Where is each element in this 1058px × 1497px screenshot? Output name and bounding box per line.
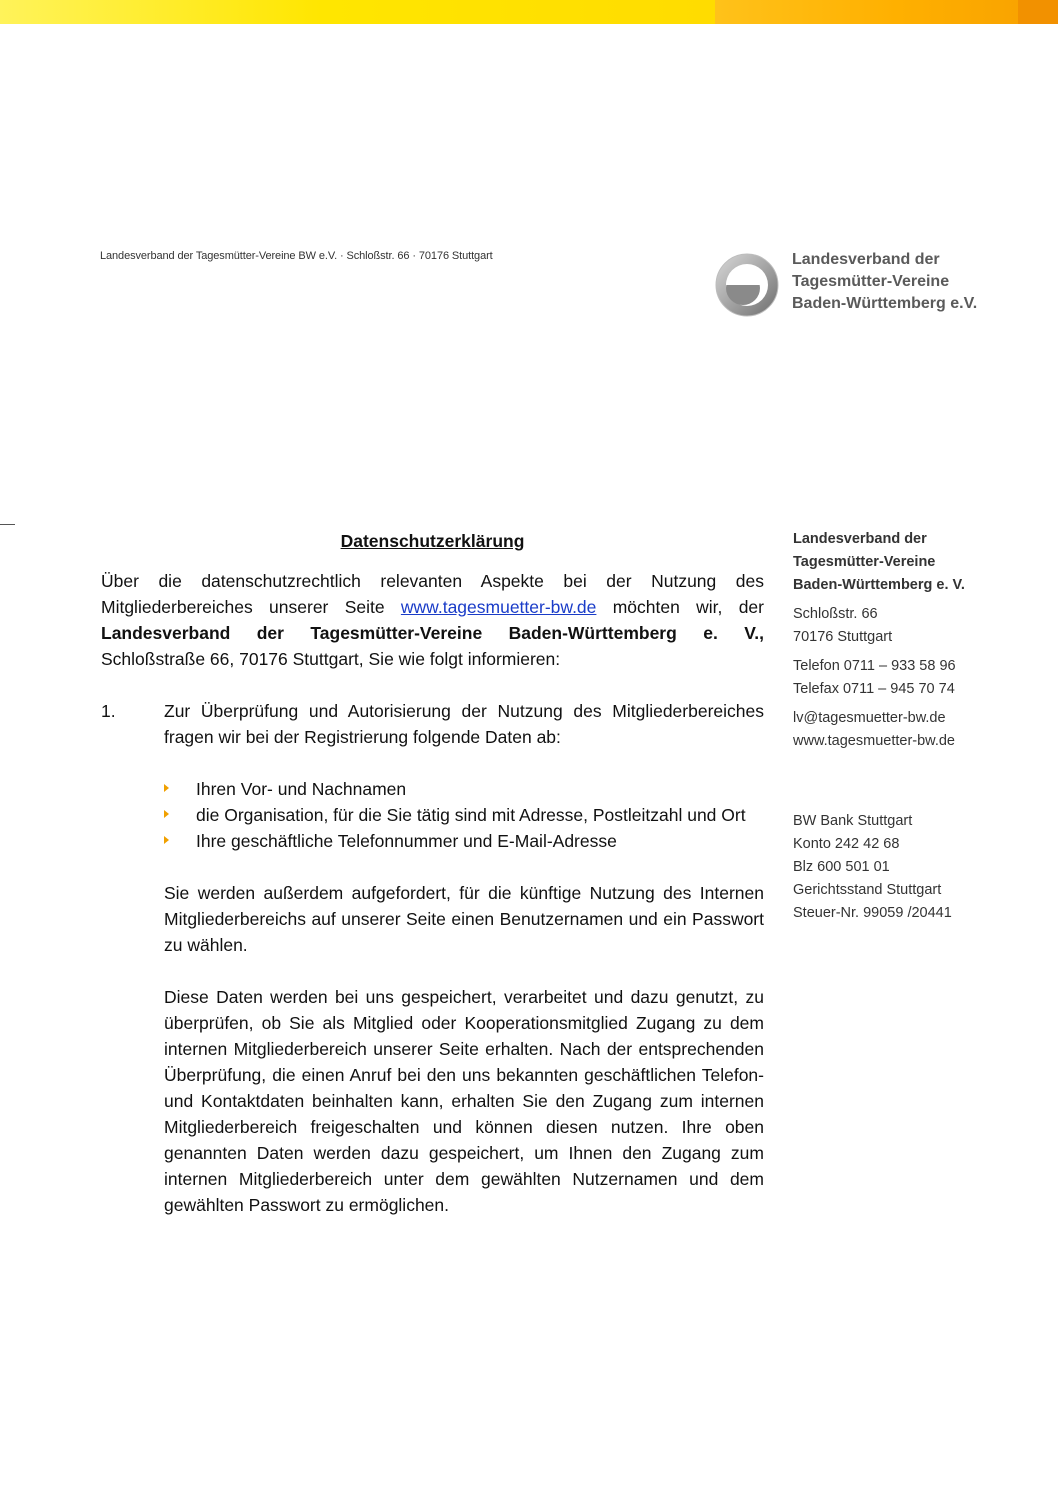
triangle-bullet-icon — [164, 836, 169, 844]
sidebar-line: Tagesmütter-Vereine — [793, 554, 936, 570]
sidebar-line: Konto 242 42 68 — [793, 836, 900, 852]
logo-line: Landesverband der — [792, 251, 940, 268]
document-title: Datenschutzerklärung — [340, 531, 525, 551]
list-item-text: die Organisation, für die Sie tätig sind mit Adresse, Postleitzahl und Ort — [196, 805, 746, 825]
paragraph: Sie werden außerdem aufgefordert, für die künftige Nutzung des Internen Mitgliederbereichs auf unserer Seite einen Benutzernamen und ein Passwort zu wählen. — [164, 883, 764, 955]
list-item-text: Ihre geschäftliche Telefonnummer und E-Mail-Adresse — [196, 831, 617, 851]
sidebar-web — [793, 707, 1033, 753]
sidebar-org-name — [793, 528, 1033, 597]
section-text: Zur Überprüfung und Autorisierung der Nutzung des Mitgliederbereiches fragen wir bei der Registrierung folgende Daten ab: — [164, 701, 764, 747]
sidebar-bank-details — [793, 810, 1033, 925]
intro-text: möchten wir, der — [596, 597, 764, 617]
intro-text: Über die datenschutzrechtlich relevanten Aspekte bei der Nutzung des Mitgliederbereiches unserer Seite — [101, 571, 764, 617]
fold-mark — [0, 524, 15, 525]
sidebar-line: Gerichtsstand Stuttgart — [793, 882, 942, 898]
triangle-bullet-icon — [164, 784, 169, 792]
org-name-bold: Landesverband der Tagesmütter-Vereine Baden-Württemberg e. V., — [101, 623, 764, 643]
intro-paragraph — [101, 568, 764, 672]
logo-wordmark — [792, 249, 977, 315]
logo-line: Tagesmütter-Vereine — [792, 273, 950, 290]
top-bar-yellow — [0, 0, 715, 24]
list-item-text: Ihren Vor- und Nachnamen — [196, 779, 407, 799]
triangle-bullet-icon — [164, 810, 169, 818]
sidebar-line: BW Bank Stuttgart — [793, 813, 913, 829]
intro-text: Schloßstraße 66, 70176 Stuttgart, Sie wie folgt informieren: — [101, 649, 561, 669]
list-item — [164, 828, 764, 854]
ring-logo-icon — [714, 252, 780, 318]
list-item — [164, 802, 764, 828]
top-bar-amber — [715, 0, 1018, 24]
top-color-bar — [0, 0, 1058, 24]
sidebar-line: Blz 600 501 01 — [793, 859, 890, 875]
sidebar-line: Telefax 0711 – 945 70 74 — [793, 681, 955, 697]
sidebar-line: Telefon 0711 – 933 58 96 — [793, 658, 956, 674]
title-wrap — [101, 528, 764, 554]
sidebar-line: Steuer-Nr. 99059 /20441 — [793, 905, 952, 921]
sidebar-line: Schloßstr. 66 — [793, 606, 878, 622]
logo-line: Baden-Württemberg e.V. — [792, 295, 978, 312]
letterhead-sidebar — [793, 528, 1033, 931]
data-fields-list — [164, 776, 764, 854]
list-item — [164, 776, 764, 802]
sidebar-phone — [793, 655, 1033, 701]
section-1 — [101, 698, 764, 1218]
top-bar-orange — [1018, 0, 1058, 24]
document-body — [101, 528, 764, 1244]
sidebar-website: www.tagesmuetter-bw.de — [793, 733, 955, 749]
sidebar-line: Baden-Württemberg e. V. — [793, 577, 965, 593]
website-link[interactable]: www.tagesmuetter-bw.de — [400, 597, 597, 617]
sidebar-address — [793, 603, 1033, 649]
section-number: 1. — [101, 701, 116, 721]
sidebar-line: Landesverband der — [793, 531, 927, 547]
organization-logo — [714, 249, 1014, 319]
paragraph: Diese Daten werden bei uns gespeichert, verarbeitet und dazu genutzt, zu überprüfen, ob Sie als Mitglied oder Kooperationsmitglied Zugang zu dem internen Mitgliederbereich unserer Seite erhalten. Nach der entsprechenden Überprüfung, die einen Anruf bei den uns bekannten geschäftlichen Telefon- und Kontaktdaten beinhalten kann, erhalten Sie den Zugang zum internen Mitgliederbereich freigeschalten und können diesen nutzen. Ihre oben genannten Daten werden dazu gespeichert, um Ihnen den Zugang zum internen Mitgliederbereich unter dem gewählten Nutzernamen und dem gewählten Passwort zu ermöglichen. — [164, 987, 764, 1215]
sidebar-line: 70176 Stuttgart — [793, 629, 893, 645]
sender-address-line: Landesverband der Tagesmütter-Vereine BW e.V. · Schloßstr. 66 · 70176 Stuttgart — [100, 250, 493, 262]
sidebar-email: lv@tagesmuetter-bw.de — [793, 710, 946, 726]
